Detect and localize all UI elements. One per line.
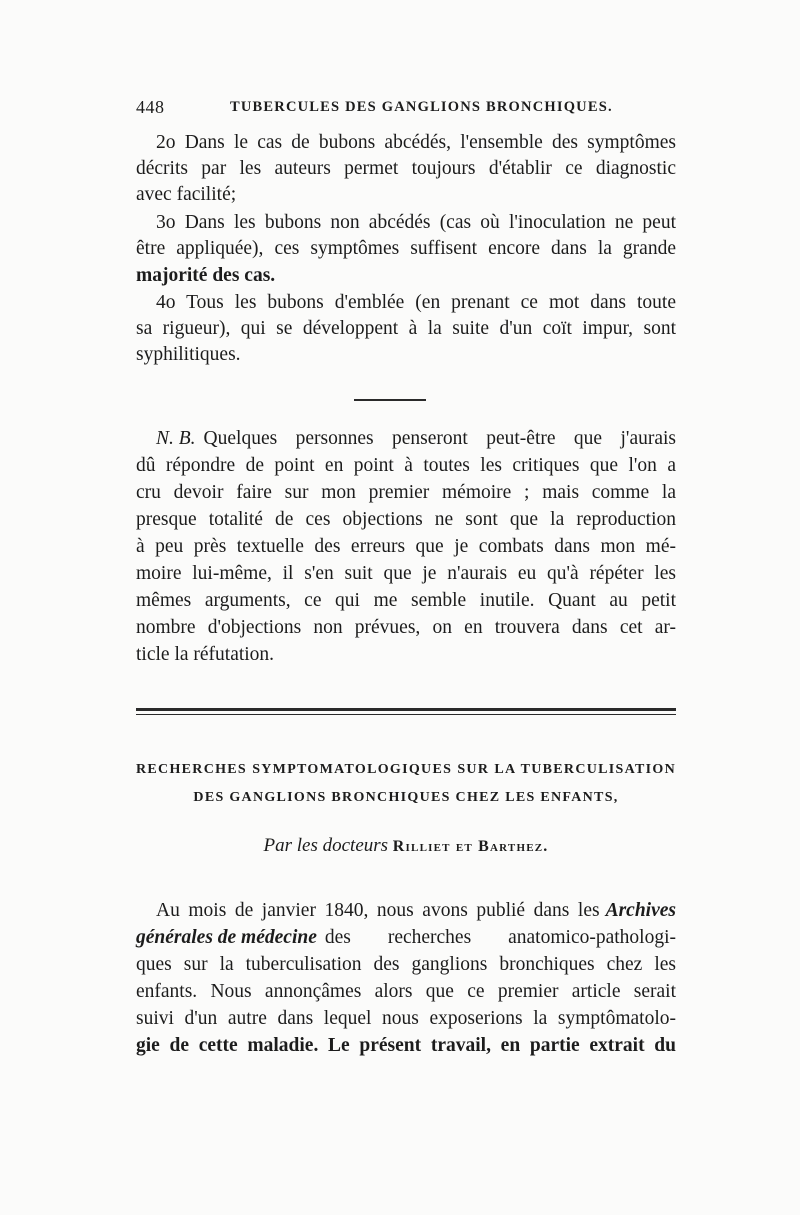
section-rule: [354, 399, 426, 401]
note-line: moire lui-même, il s'en suit que je n'aurais eu qu'à répéter les: [136, 563, 676, 584]
conclusion-line: 2o Dans le cas de bubons abcédés, l'ensemble des symptômes: [156, 132, 676, 153]
body-line: ques sur la tuberculisation des ganglions bronchiques chez les: [136, 954, 676, 975]
conclusion-line: 4o Tous les bubons d'emblée (en prenant ce mot dans toute: [156, 292, 676, 313]
article-title-line-2: DES GANGLIONS BRONCHIQUES CHEZ LES ENFANTS,: [193, 790, 619, 805]
byline-lead: Par les docteurs: [263, 835, 389, 856]
note-line: ticle la réfutation.: [136, 644, 275, 665]
note-line: nombre d'objections non prévues, on en trouvera dans cet ar-: [136, 617, 676, 638]
body-line: enfants. Nous annonçâmes alors que ce premier article serait: [136, 981, 676, 1002]
page-number: 448: [136, 97, 165, 117]
body-line: gie de cette maladie. Le présent travail, en partie extrait du: [136, 1035, 676, 1056]
note-first-line: [156, 426, 676, 452]
note-line: dû répondre de point en point à toutes les critiques que l'on a: [136, 455, 676, 476]
article-divider-thin: [136, 714, 676, 715]
note-line: mêmes arguments, ce qui me semble inutile. Quant au petit: [136, 590, 676, 611]
article-byline: [136, 835, 676, 857]
note-line: presque totalité de ces objections ne sont que la reproduction: [136, 509, 676, 530]
running-head: [136, 97, 676, 121]
body-line: [156, 898, 676, 924]
body-text: Au mois de janvier 1840, nous avons publié dans les: [156, 900, 600, 921]
conclusion-line: être appliquée), ces symptômes suffisent encore dans la grande: [136, 238, 676, 259]
note-line: cru devoir faire sur mon premier mémoire ; mais comme la: [136, 482, 676, 503]
note-label: N. B.: [156, 428, 196, 449]
article-title-line-1: RECHERCHES SYMPTOMATOLOGIQUES SUR LA TUBERCULISATION: [136, 762, 676, 777]
note-line: Quelques personnes penseront peut-être que j'aurais: [203, 428, 676, 449]
body-line: [136, 925, 676, 951]
journal-title-cont: générales de médecine: [136, 927, 317, 948]
conclusion-line: décrits par les auteurs permet toujours d'établir ce diagnostic: [136, 158, 676, 179]
article-divider-thick: [136, 708, 676, 711]
note-line: à peu près textuelle des erreurs que je combats dans mon mé-: [136, 536, 676, 557]
body-line: suivi d'un autre dans lequel nous exposerions la symptômatolo-: [136, 1008, 676, 1029]
conclusion-line: avec facilité;: [136, 184, 237, 205]
conclusion-line: sa rigueur), qui se développent à la suite d'un coït impur, sont: [136, 318, 676, 339]
running-title: TUBERCULES DES GANGLIONS BRONCHIQUES.: [230, 99, 613, 115]
body-text: des recherches anatomico-pathologi-: [324, 927, 676, 948]
byline-authors: Rilliet et Barthez.: [392, 838, 549, 855]
journal-title: Archives: [605, 900, 676, 921]
conclusion-line: majorité des cas.: [136, 265, 276, 286]
conclusion-line: syphilitiques.: [136, 344, 241, 365]
conclusion-line: 3o Dans les bubons non abcédés (cas où l'inoculation ne peut: [156, 212, 676, 233]
